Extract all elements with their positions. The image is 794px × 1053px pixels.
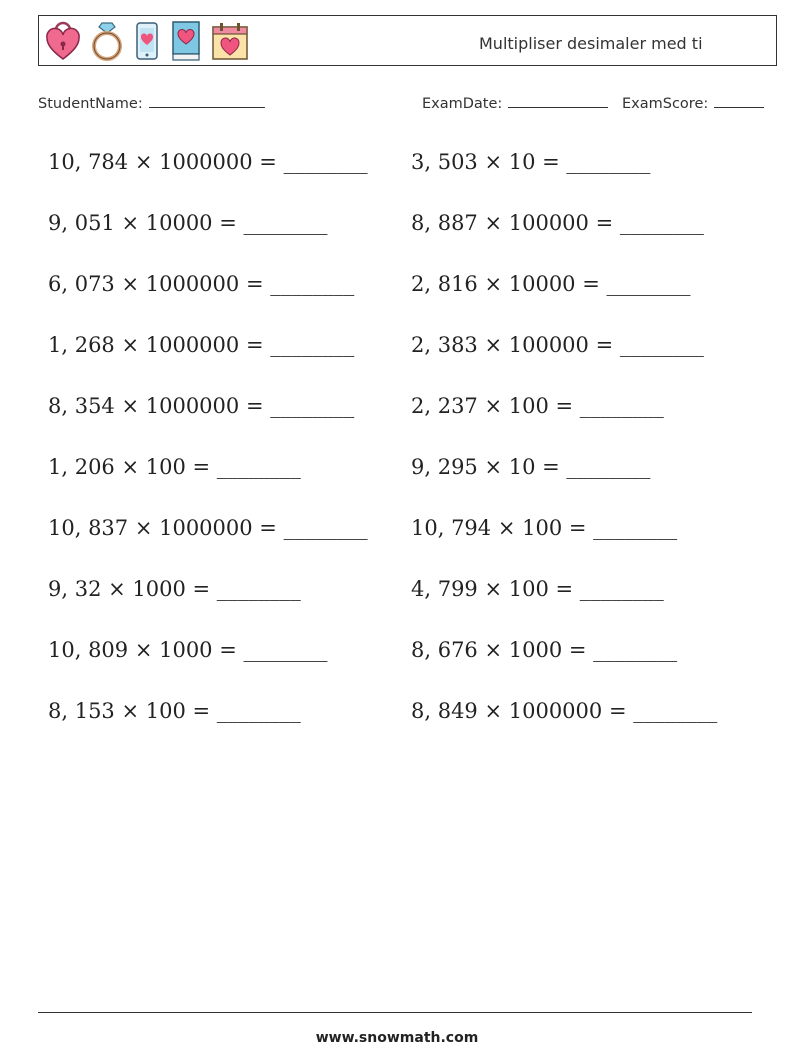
worksheet-title: Multipliser desimaler med ti xyxy=(479,34,703,53)
problem-9: 8, 354 × 1000000 = ________ xyxy=(48,394,355,418)
problem-2: 3, 503 × 10 = ________ xyxy=(411,150,651,174)
footer-divider xyxy=(38,1012,752,1013)
problem-8: 2, 383 × 100000 = ________ xyxy=(411,333,704,357)
love-book-icon xyxy=(170,20,202,62)
problem-1: 10, 784 × 1000000 = ________ xyxy=(48,150,368,174)
exam-score-field xyxy=(622,93,764,112)
problem-18: 8, 676 × 1000 = ________ xyxy=(411,638,678,662)
worksheet-header xyxy=(38,15,777,66)
heart-lock-icon xyxy=(45,21,81,61)
phone-heart-icon xyxy=(133,21,161,61)
header-icons xyxy=(45,20,249,62)
problem-11: 1, 206 × 100 = ________ xyxy=(48,455,301,479)
problem-17: 10, 809 × 1000 = ________ xyxy=(48,638,328,662)
exam-date-label: ExamDate: xyxy=(422,96,503,112)
problem-6: 2, 816 × 10000 = ________ xyxy=(411,272,691,296)
problem-15: 9, 32 × 1000 = ________ xyxy=(48,577,301,601)
student-name-blank xyxy=(149,93,265,108)
problem-14: 10, 794 × 100 = ________ xyxy=(411,516,678,540)
footer-site-link[interactable]: www.snowmath.com xyxy=(315,1030,479,1046)
problem-20: 8, 849 × 1000000 = ________ xyxy=(411,699,718,723)
problem-5: 6, 073 × 1000000 = ________ xyxy=(48,272,355,296)
problem-10: 2, 237 × 100 = ________ xyxy=(411,394,664,418)
problem-12: 9, 295 × 10 = ________ xyxy=(411,455,651,479)
problem-7: 1, 268 × 1000000 = ________ xyxy=(48,333,355,357)
student-name-field xyxy=(38,93,265,112)
problem-3: 9, 051 × 10000 = ________ xyxy=(48,211,328,235)
student-name-label: StudentName: xyxy=(38,96,143,112)
problem-13: 10, 837 × 1000000 = ________ xyxy=(48,516,368,540)
problem-4: 8, 887 × 100000 = ________ xyxy=(411,211,704,235)
exam-score-blank xyxy=(714,93,764,108)
exam-date-blank xyxy=(508,93,608,108)
problem-19: 8, 153 × 100 = ________ xyxy=(48,699,301,723)
exam-date-field xyxy=(422,93,608,112)
calendar-heart-icon xyxy=(211,21,249,61)
exam-score-label: ExamScore: xyxy=(622,96,709,112)
problem-16: 4, 799 × 100 = ________ xyxy=(411,577,664,601)
ring-icon xyxy=(90,21,124,61)
